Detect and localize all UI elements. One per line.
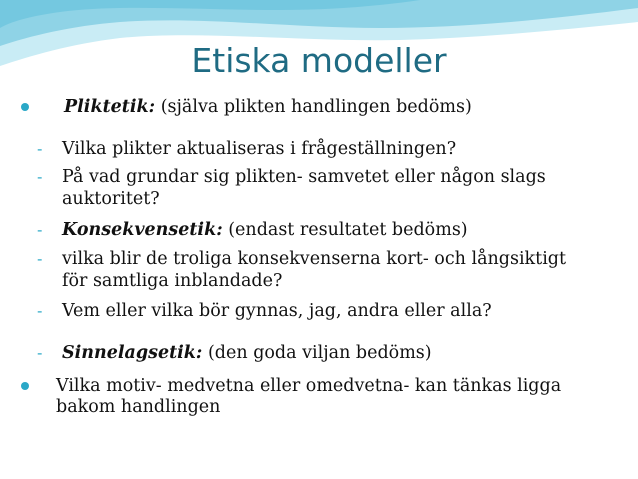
item-emphasis: Pliktetik: <box>64 97 156 117</box>
dash-icon: - <box>37 302 43 320</box>
item-emphasis: Sinnelagsetik: <box>62 343 203 363</box>
item-text: Vem eller vilka bör gynnas, jag, andra eller alla? <box>62 301 492 321</box>
item-text-continued: bakom handlingen <box>56 397 221 417</box>
item-text: På vad grundar sig plikten- samvetet eller någon slags <box>62 167 546 187</box>
dash-icon: - <box>37 344 43 362</box>
dash-icon: - <box>37 140 43 158</box>
slide-title: Etiska modeller <box>191 41 447 80</box>
item-text: vilka blir de troliga konsekvenserna kort- och långsiktigt <box>62 249 567 269</box>
bullet-icon <box>21 382 29 390</box>
dash-icon: - <box>37 168 43 186</box>
item-text: Vilka plikter aktualiseras i frågeställningen? <box>62 139 457 159</box>
item-text: (endast resultatet bedöms) <box>222 220 468 240</box>
item-text-continued: för samtliga inblandade? <box>62 271 283 291</box>
item-text: Vilka motiv- medvetna eller omedvetna- kan tänkas ligga <box>56 376 562 396</box>
bullet-icon <box>21 103 29 111</box>
item-text: (själva plikten handlingen bedöms) <box>155 97 472 117</box>
dash-icon: - <box>37 221 43 239</box>
item-emphasis: Konsekvensetik: <box>62 220 223 240</box>
item-text: (den goda viljan bedöms) <box>202 343 432 363</box>
dash-icon: - <box>37 250 43 268</box>
item-text-continued: auktoritet? <box>62 189 160 209</box>
